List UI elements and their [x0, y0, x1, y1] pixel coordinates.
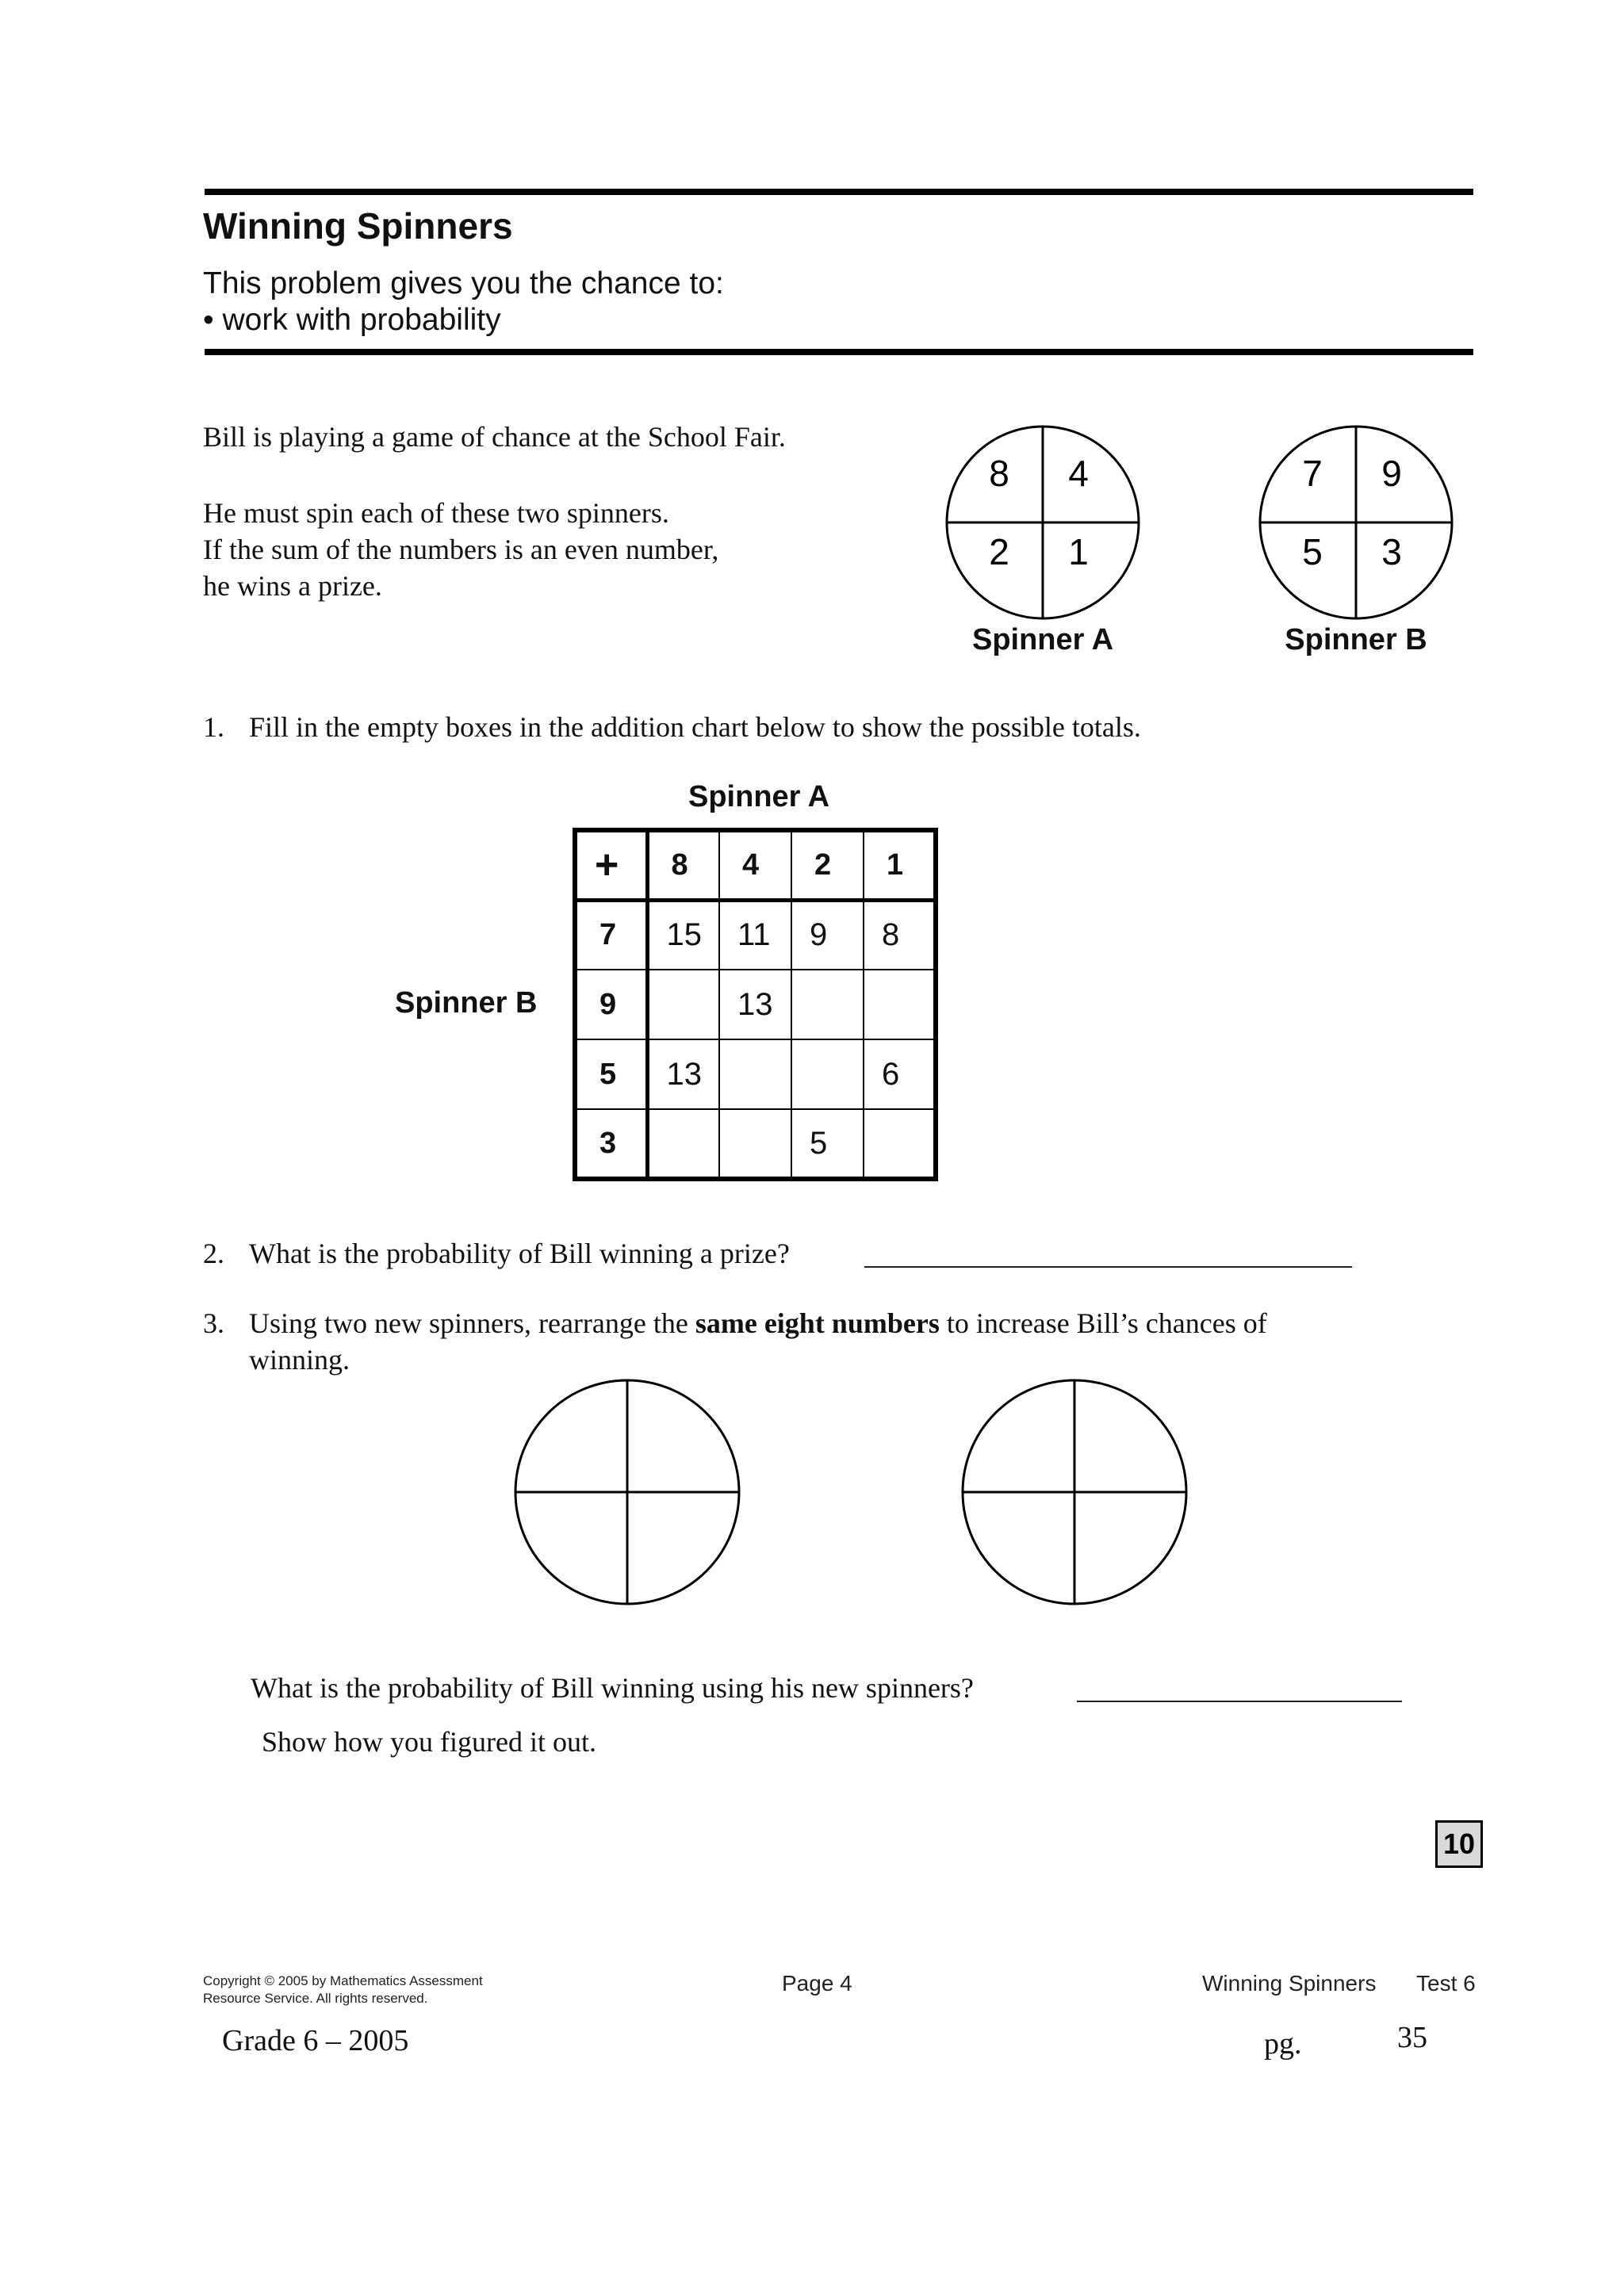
spinner-a-number: 4: [1068, 453, 1089, 494]
question-2-answer-line[interactable]: [864, 1266, 1352, 1268]
chart-header-row: [575, 830, 936, 900]
blank-spinner-1[interactable]: [512, 1377, 742, 1607]
column-header: 2: [791, 830, 864, 900]
chart-cell-empty[interactable]: [647, 970, 719, 1039]
row-header: 9: [575, 970, 647, 1039]
copyright-line: Resource Service. All rights reserved.: [203, 1991, 428, 2006]
spinner-b-label: Spinner B: [1285, 623, 1427, 656]
row-header: 3: [575, 1109, 647, 1179]
spinner-a-number: 1: [1068, 531, 1089, 572]
intro-bullet: • work with probability: [203, 303, 501, 337]
column-header: 1: [864, 830, 936, 900]
pg-number: 35: [1397, 2021, 1427, 2054]
question-1-text: Fill in the empty boxes in the addition chart below to show the possible totals.: [249, 711, 1141, 743]
chart-row-title: Spinner B: [395, 986, 538, 1020]
addition-chart: [573, 828, 938, 1181]
chart-cell: 5: [791, 1109, 864, 1179]
pg-label: pg.: [1264, 2027, 1302, 2061]
chart-cell-empty[interactable]: [864, 970, 936, 1039]
copyright: [203, 1973, 599, 2007]
spinner-b-number: 7: [1302, 453, 1323, 494]
column-header: 8: [647, 830, 719, 900]
footer-test-number: Test 6: [1416, 1971, 1476, 1996]
chart-row: [575, 900, 936, 970]
plus-sign: +: [575, 830, 647, 900]
spinner-b: [1249, 423, 1463, 622]
question-3-text-line-2: winning.: [249, 1344, 350, 1376]
copyright-line: Copyright © 2005 by Mathematics Assessment: [203, 1973, 483, 1988]
grade-year: Grade 6 – 2005: [222, 2024, 409, 2057]
chart-cell: 13: [719, 970, 791, 1039]
chart-cell-empty[interactable]: [791, 1039, 864, 1109]
spinner-a-label: Spinner A: [971, 623, 1114, 656]
scenario-line-4: he wins a prize.: [203, 570, 382, 602]
question-3-answer-line[interactable]: [1077, 1701, 1402, 1702]
spinner-a: [936, 423, 1150, 622]
header-bottom-rule: [205, 349, 1473, 355]
top-rule: [205, 189, 1473, 195]
chart-cell: 13: [647, 1039, 719, 1109]
blank-spinner-2[interactable]: [959, 1377, 1189, 1607]
chart-row: [575, 970, 936, 1039]
question-3-number: 3.: [203, 1307, 224, 1339]
chart-cell: 8: [864, 900, 936, 970]
chart-cell-empty[interactable]: [719, 1109, 791, 1179]
spinner-b-number: 3: [1381, 531, 1402, 572]
column-header: 4: [719, 830, 791, 900]
question-2-number: 2.: [203, 1238, 224, 1269]
intro-line: This problem gives you the chance to:: [203, 266, 724, 300]
chart-cell: 9: [791, 900, 864, 970]
question-3-text: Using two new spinners, rearrange the same eight numbers to increase Bill’s chances of: [249, 1307, 1267, 1339]
chart-cell-empty[interactable]: [647, 1109, 719, 1179]
spinner-b-number: 9: [1381, 453, 1402, 494]
scenario-line-3: If the sum of the numbers is an even number,: [203, 534, 719, 565]
chart-row: [575, 1039, 936, 1109]
question-2-text: What is the probability of Bill winning a prize?: [249, 1238, 790, 1269]
chart-cell-empty[interactable]: [791, 970, 864, 1039]
row-header: 7: [575, 900, 647, 970]
show-work-prompt: Show how you figured it out.: [262, 1726, 596, 1758]
question-3-followup: What is the probability of Bill winning using his new spinners?: [251, 1672, 974, 1704]
chart-cell: 6: [864, 1039, 936, 1109]
chart-column-title: Spinner A: [688, 780, 830, 813]
spinner-a-number: 2: [989, 531, 1009, 572]
page-label: Page 4: [782, 1971, 852, 1996]
chart-cell-empty[interactable]: [719, 1039, 791, 1109]
chart-cell-empty[interactable]: [864, 1109, 936, 1179]
spinner-a-number: 8: [989, 453, 1009, 494]
emphasis-text: same eight numbers: [695, 1307, 940, 1339]
chart-cell: 15: [647, 900, 719, 970]
footer-test-name: Winning Spinners: [1202, 1971, 1377, 1996]
page-title: Winning Spinners: [203, 205, 513, 247]
scenario-line-2: He must spin each of these two spinners.: [203, 497, 669, 529]
chart-row: [575, 1109, 936, 1179]
scenario-line-1: Bill is playing a game of chance at the School Fair.: [203, 421, 786, 453]
chart-cell: 11: [719, 900, 791, 970]
spinner-b-number: 5: [1302, 531, 1323, 572]
score-box: 10: [1435, 1820, 1483, 1868]
row-header: 5: [575, 1039, 647, 1109]
question-1-number: 1.: [203, 711, 224, 743]
